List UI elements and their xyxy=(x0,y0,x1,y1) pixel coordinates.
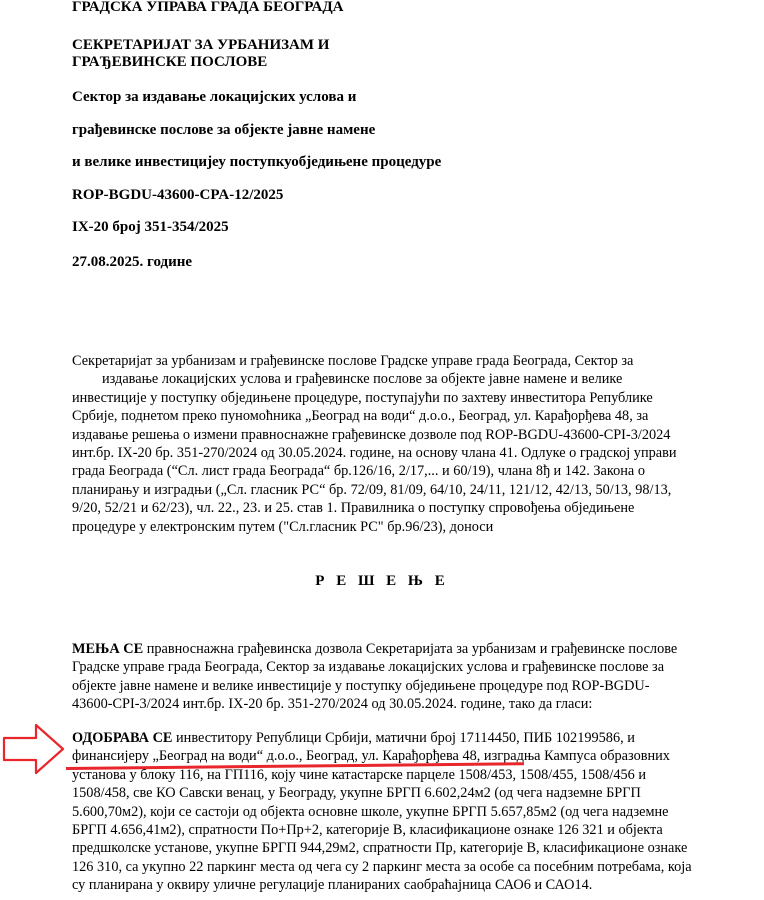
document-date: 27.08.2025. године xyxy=(72,254,193,270)
case-number: IX-20 број 351-354/2025 xyxy=(72,219,229,235)
approval-line xyxy=(72,729,692,747)
approval-line-rest: инвеститору Републици Србији, матични број 17114450, ПИБ 102199586, и xyxy=(172,730,635,746)
approval-line: финансијеру „Београд на води“ д.о.о., Београд, ул. Карађорђева 48, изградња Кампуса образовних xyxy=(72,748,670,765)
rop-number: ROP-BGDU-43600-CPA-12/2025 xyxy=(72,187,284,203)
intro-line: Секретаријат за урбанизам и грађевинске послове Градске управе града Београда, Сектор за xyxy=(72,353,634,369)
change-line: 43600-CPI-3/2024 инт.бр. IX-20 бр. 351-270/2024 од 30.05.2024. године, тако да гласи: xyxy=(72,696,593,713)
red-arrow-icon xyxy=(2,722,66,776)
intro-line: 9/20, 52/21 и 62/23), чл. 22., 23. и 25. став 1. Правилника о поступку спровођења обједињене xyxy=(72,500,635,517)
approval-line: 5.600,70м2), који се састоји од објекта основне школе, укупне БРГП 5.657,85м2 (од чега надземне xyxy=(72,803,669,820)
intro-line: процедуре у електронским путем ("Сл.гласник РС" бр.96/23), доноси xyxy=(72,518,494,535)
intro-line: Србије, поднетом преко пуномоћника „Београд на води“ д.о.о., Београд, ул. Карађорђева 48, за xyxy=(72,408,649,425)
approval-paragraph xyxy=(72,729,692,895)
approval-lead: ОДОБРАВА СЕ xyxy=(72,730,173,746)
change-line-rest: правноснажна грађевинска дозвола Секретаријата за урбанизам и грађевинске послове xyxy=(143,641,678,657)
change-paragraph xyxy=(72,640,692,714)
intro-paragraph xyxy=(72,352,692,536)
approval-line: БРГП 4.656,41м2), спратности По+Пр+2, категорије В, класификационе ознаке 126 321 и објекта xyxy=(72,822,663,839)
sector-line3: и велике инвестицијеу поступкуобједињене процедуре xyxy=(72,154,442,170)
intro-line: планирању и изградњи („Сл. гласник РС“ бр. 72/09, 81/09, 64/10, 24/11, 121/12, 42/13, 50/13, 98/13, xyxy=(72,481,672,498)
change-line: Градске управе града Београда, Сектор за издавање локацијских услова и грађевинске послове за xyxy=(72,659,665,676)
intro-line: издавање решења о измени правноснажне грађевинске дозволе под ROP-BGDU-43600-CPI-3/2024 xyxy=(72,426,671,443)
sector-line1: Сектор за издавање локацијских услова и xyxy=(72,89,357,105)
approval-line: су планирана у оквиру уличне регулације планираних саобраћајница САО6 и САО14. xyxy=(72,877,593,894)
decision-title: Р Е Ш Е Њ Е xyxy=(315,573,449,589)
secretariat-name-line2: ГРАЂЕВИНСКЕ ПОСЛОВЕ xyxy=(72,54,268,70)
change-line: објекте јавне намене и велике инвестиције у поступку обједињене процедуре под ROP-BGDU- xyxy=(72,677,650,694)
change-line xyxy=(72,640,692,658)
intro-line: издавање локацијских услова и грађевинске послове за објекте јавне намене и велике xyxy=(102,371,623,388)
approval-line: установа у блоку 116, на ГП116, коју чине катастарске парцеле 1508/453, 1508/455, 1508/456 и xyxy=(72,766,647,783)
approval-line: 126 310, са укупно 22 паркинг места од чега су 2 паркинг места за особе са посебним потребама, која xyxy=(72,858,692,875)
intro-line: инт.бр. IX-20 бр. 351-270/2024 од 30.05.2024. године, на основу члана 41. Одлуке о градској управи xyxy=(72,445,677,462)
intro-line: града Београда (“Сл. лист града Београда“ бр.126/16, 2/17,... и 60/19), члана 8ђ и 142. Закона о xyxy=(72,463,645,480)
change-lead: МЕЊА СЕ xyxy=(72,641,144,657)
intro-line: инвестиције у поступку обједињене процедуре, поступајући по захтеву инвеститора Републике xyxy=(72,389,653,406)
approval-line: 1508/458, све КО Савски венац, у Београду, укупне БРГП 6.602,24м2 (од чега надземне БРГП xyxy=(72,785,641,802)
sector-line2: грађевинске послове за објекте јавне намене xyxy=(72,122,376,138)
approval-line: предшколске установе, укупне БРГП 944,29м2, спратности Пр, категорије В, класификационе ознаке xyxy=(72,840,688,857)
institution-name: ГРАДСКА УПРАВА ГРАДА БЕОГРАДА xyxy=(72,0,344,15)
secretariat-name-line1: СЕКРЕТАРИЈАТ ЗА УРБАНИЗАМ И xyxy=(72,37,330,53)
